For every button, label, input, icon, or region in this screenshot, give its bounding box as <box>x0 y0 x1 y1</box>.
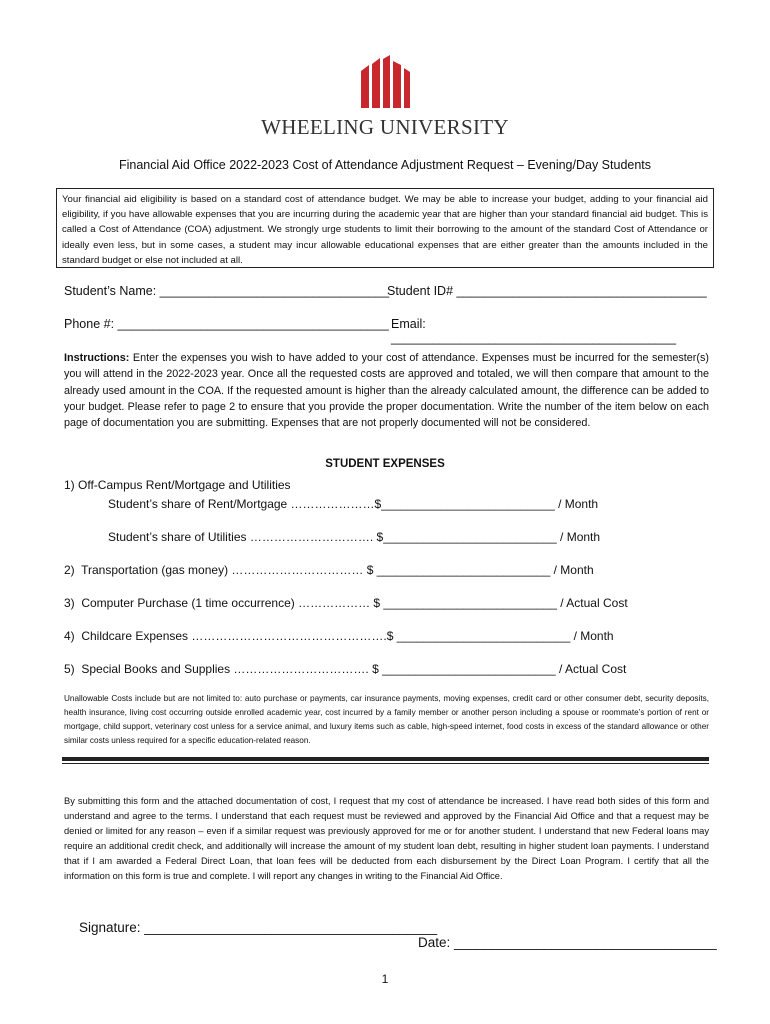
instructions <box>64 350 709 431</box>
unallowable-costs-note: Unallowable Costs include but are not limited to: auto purchase or payments, car insurance payments, moving expenses, credit card or other consumer debt, security deposits, health insurance, living cost occurring outside enrolled academic year, cost incurred by a family member or another person including a spouse or roommate’s portion of rent or mortgage, child support, veterinary cost unless for a service animal, and luxury items such as cable, high-speed internet, food costs in excess of the standard allowance or other similar costs unless required for a specific education-related reason. <box>64 694 709 745</box>
expense-utilities-field[interactable]: Student’s share of Utilities …………………………. $__________________________ / Month <box>108 530 601 544</box>
document-title: Financial Aid Office 2022-2023 Cost of Attendance Adjustment Request – Evening/Day Students <box>118 158 652 172</box>
university-logo-mark-icon <box>359 55 411 110</box>
university-name: WHEELING UNIVERSITY <box>261 115 509 139</box>
phone-email-row <box>64 317 709 345</box>
expense-item-1-heading: 1) Off-Campus Rent/Mortgage and Utilities <box>64 478 291 492</box>
expense-childcare-field[interactable]: 4) Childcare Expenses ………………………………………….$ __________________________ / Month <box>64 629 614 643</box>
expense-computer-field[interactable]: 3) Computer Purchase (1 time occurrence) ……………… $ __________________________ / Actual Cost <box>64 596 628 610</box>
signature-row <box>64 905 717 965</box>
date-field[interactable]: Date: ___________________________________ <box>418 935 717 950</box>
name-id-row <box>64 284 709 298</box>
student-name-field[interactable]: Student’s Name: _________________________________ <box>64 284 390 298</box>
university-logo <box>255 55 515 140</box>
divider <box>62 763 709 764</box>
expense-books-field[interactable]: 5) Special Books and Supplies ……………………………. $ __________________________ / Actual Cost <box>64 662 627 676</box>
student-id-field[interactable]: Student ID# ____________________________________ <box>387 284 707 298</box>
consent-statement: By submitting this form and the attached documentation of cost, I request that my cost of attendance be increased. I have read both sides of this form and understand and agree to the terms. I understand that each request must be reviewed and approved by the Financial Aid Office and that a request may be denied or limited for any reason – even if a similar request was previously approved for me or for another student. I understand that new Federal loans may require an additional credit check, and additionally will increase the amount of my student loan debt, resulting in higher student loan payments. I understand that if I am awarded a Federal Direct Loan, that loan fees will be deducted from each disbursement by the Direct Loan Program. I certify that all the information on this form is true and complete. I will report any changes in writing to the Financial Aid Office. <box>64 796 709 882</box>
instructions-text: Enter the expenses you wish to have added to your cost of attendance. Expenses must be incurred for the semester(s) you will attend in the 2022-2023 year. Once all the requested costs are approved and totaled, we will then compare that amount to the already used amount in the COA. If the requested amount is higher than the already calculated amount, the difference can be added to your budget. Please refer to page 2 to ensure that you provide the proper documentation. Write the number of the item below on each page of documentation you are submitting. Expenses that are not properly documented will not be considered. <box>64 352 709 430</box>
email-field[interactable]: Email: _________________________________________ <box>391 317 677 345</box>
divider <box>62 757 709 761</box>
signature-field[interactable]: Signature: _______________________________________ <box>79 920 438 935</box>
expense-transportation-field[interactable]: 2) Transportation (gas money) …………………………… $ __________________________ / Month <box>64 563 594 577</box>
page-number: 1 <box>381 972 389 986</box>
expenses-heading: STUDENT EXPENSES <box>325 458 445 470</box>
expense-rent-field[interactable]: Student’s share of Rent/Mortgage …………………$__________________________ / Month <box>108 497 599 511</box>
intro-notice: Your financial aid eligibility is based on a standard cost of attendance budget. We may be able to increase your budget, adding to your financial aid eligibility, if you have allowable expenses that you are incurring during the academic year that are higher than your standard financial aid budget. This is called a Cost of Attendance (COA) adjustment. We strongly urge students to limit their borrowing to the amount of the standard Cost of Attendance or ideally even less, but in some cases, a student may incur allowable educational expenses that are either greater than the amounts included in the standard budget or else not included at all. <box>56 188 714 268</box>
phone-field[interactable]: Phone #: _______________________________________ <box>64 317 389 331</box>
instructions-label: Instructions: <box>64 352 130 364</box>
